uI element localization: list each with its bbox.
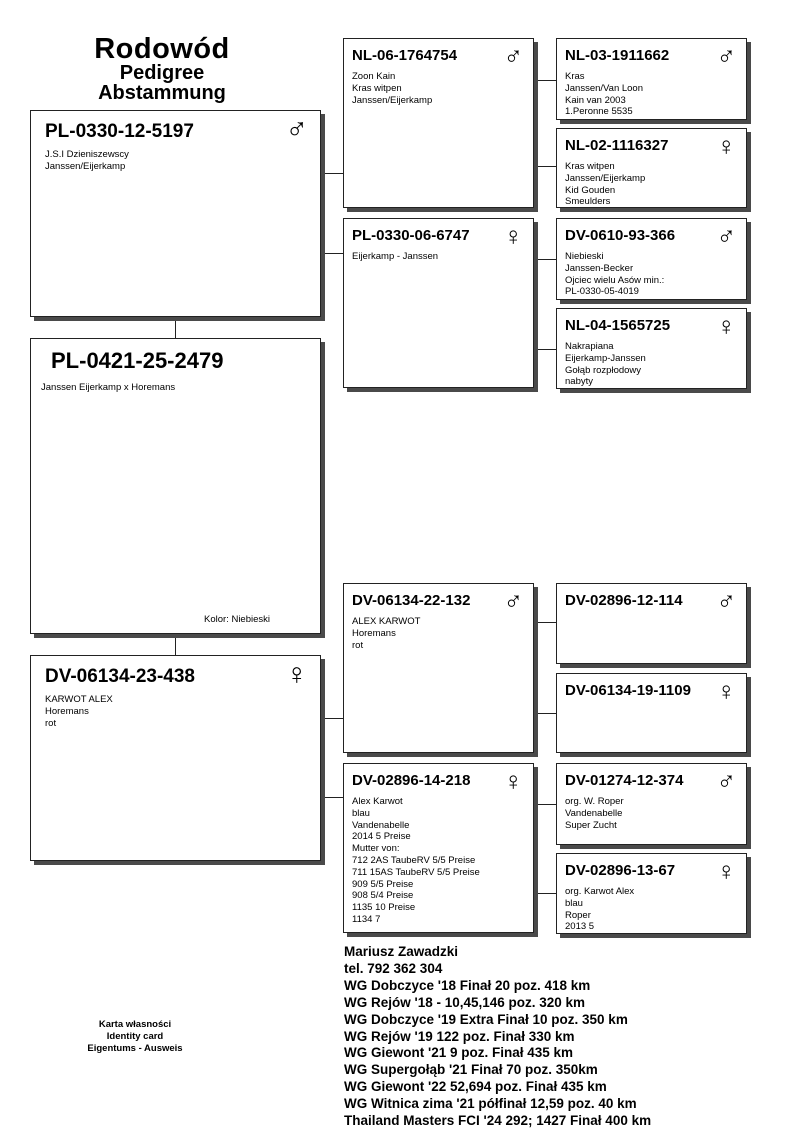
pedigree-box-maternal-grandfather (343, 583, 534, 753)
detail-line: Ojciec wielu Asów min.: (565, 274, 665, 286)
pedigree-title (82, 34, 242, 103)
female-symbol-icon: ♀ (285, 658, 308, 691)
male-symbol-icon: ♂ (716, 221, 736, 251)
ring-number: PL-0421-25-2479 (51, 348, 224, 373)
detail-line: Eijerkamp-Janssen (565, 352, 646, 364)
detail-line: 1135 10 Preise (352, 902, 416, 914)
ring-number: DV-0610-93-366 (565, 227, 676, 244)
detail-line: 711 15AS TaubeRV 5/5 Preise (352, 866, 480, 878)
pedigree-box-paternal-grandfather (343, 38, 534, 208)
connector (321, 173, 343, 174)
ring-number: NL-06-1764754 (352, 47, 458, 64)
female-symbol-icon: ♀ (716, 131, 736, 161)
ring-number: DV-02896-12-114 (565, 592, 683, 609)
ring-number: DV-02896-14-218 (352, 772, 471, 789)
detail-line: Vandenabelle (565, 807, 623, 819)
bird-details (352, 616, 420, 651)
achievement-line: WG Dobczyce '19 Extra Finał 10 poz. 350 km (344, 1011, 628, 1027)
pedigree-box-ff-father (556, 38, 747, 120)
detail-line: PL-0330-05-4019 (565, 286, 639, 298)
pedigree-box-fm-mother (556, 308, 747, 389)
female-symbol-icon: ♀ (503, 766, 523, 796)
pedigree-box-subject (30, 338, 321, 634)
identity-card-label (60, 1019, 210, 1055)
connector (321, 253, 343, 254)
detail-line: Janssen-Becker (565, 262, 634, 274)
connector (534, 259, 556, 260)
detail-line: 2014 5 Preise (352, 831, 411, 843)
ring-number: DV-06134-19-1109 (565, 682, 691, 699)
detail-line: 909 5/5 Preise (352, 878, 414, 890)
pedigree-box-mm-mother (556, 853, 747, 934)
ring-number: NL-04-1565725 (565, 317, 671, 334)
identity-card-line: Karta własności (98, 1019, 172, 1030)
bird-details (45, 694, 113, 729)
detail-line: Janssen/Eijerkamp (352, 94, 433, 106)
detail-line: Janssen Eijerkamp x Horemans (41, 382, 176, 393)
connector (321, 718, 343, 719)
connector (534, 80, 556, 81)
ring-number: NL-02-1116327 (565, 137, 669, 154)
detail-line: Vandenabelle (352, 819, 410, 831)
ring-number: DV-01274-12-374 (565, 772, 684, 789)
bird-details (352, 796, 480, 926)
pedigree-box-mm-father (556, 763, 747, 845)
detail-line: J.S.I Dzieniszewscy (45, 149, 129, 160)
ring-number: NL-03-1911662 (565, 47, 670, 64)
detail-line: Horemans (352, 627, 396, 639)
achievement-line: WG Dobczyce '18 Finał 20 poz. 418 km (344, 977, 591, 993)
connector (175, 634, 176, 655)
connector (175, 317, 176, 338)
detail-line: nabyty (565, 376, 593, 388)
bird-details (565, 886, 634, 933)
female-symbol-icon: ♀ (503, 221, 523, 251)
detail-line: KARWOT ALEX (45, 694, 113, 705)
owner-info (344, 944, 651, 1130)
title-english: Pedigree (119, 62, 205, 84)
ring-number: DV-06134-23-438 (45, 666, 195, 687)
detail-line: Alex Karwot (352, 796, 403, 807)
connector (534, 804, 556, 805)
detail-line: Nakrapiana (565, 341, 614, 352)
male-symbol-icon: ♂ (503, 41, 523, 71)
male-symbol-icon: ♂ (285, 113, 308, 146)
owner-name: Mariusz Zawadzki (344, 944, 459, 959)
bird-details (565, 341, 646, 388)
pedigree-box-fm-father (556, 218, 747, 300)
detail-line: Smeulders (565, 196, 611, 208)
detail-line: blau (352, 807, 370, 819)
ring-number: PL-0330-12-5197 (45, 121, 194, 142)
bird-details (352, 251, 438, 263)
detail-line: Kid Gouden (565, 184, 616, 196)
detail-line: 1.Peronne 5535 (565, 106, 633, 118)
achievement-line: WG Witnica zima '21 półfinał 12,59 poz. 40 km (344, 1096, 637, 1112)
achievement-line: WG Giewont '22 52,694 poz. Finał 435 km (344, 1079, 607, 1095)
detail-line: Kras witpen (352, 82, 402, 94)
bird-details (565, 251, 664, 298)
ring-number: DV-06134-22-132 (352, 592, 471, 609)
detail-line: blau (565, 897, 583, 909)
detail-line: org. W. Roper (565, 796, 624, 807)
detail-line: Kras (565, 71, 585, 82)
male-symbol-icon: ♂ (716, 41, 736, 71)
connector (534, 622, 556, 623)
detail-line: Zoon Kain (352, 71, 396, 82)
detail-line: Super Zucht (565, 819, 617, 831)
achievement-line: Thailand Masters FCI '24 292; 1427 Finał 400 km (344, 1113, 652, 1129)
ring-number: PL-0330-06-6747 (352, 227, 470, 244)
connector (534, 713, 556, 714)
detail-line: rot (352, 639, 364, 651)
detail-line: Janssen/Eijerkamp (45, 160, 126, 172)
pedigree-box-mf-mother (556, 673, 747, 753)
detail-line: Horemans (45, 705, 89, 717)
detail-line: 908 5/4 Preise (352, 890, 414, 902)
achievement-line: WG Rejów '18 - 10,45,146 poz. 320 km (344, 994, 586, 1010)
pedigree-box-paternal-grandmother (343, 218, 534, 388)
achievement-line: WG Supergołąb '21 Finał 70 poz. 350km (344, 1062, 598, 1078)
female-symbol-icon: ♀ (716, 311, 736, 341)
pedigree-box-mother (30, 655, 321, 861)
bird-details (41, 382, 175, 394)
title-german: Abstammung (98, 82, 226, 104)
bird-details (565, 71, 643, 118)
detail-line: Mutter von: (352, 843, 400, 855)
pedigree-box-ff-mother (556, 128, 747, 208)
pedigree-box-maternal-grandmother (343, 763, 534, 933)
male-symbol-icon: ♂ (503, 586, 523, 616)
pedigree-box-father (30, 110, 321, 317)
identity-card-line: Identity card (106, 1031, 164, 1042)
bird-details (45, 149, 129, 173)
detail-line: rot (45, 717, 57, 729)
achievement-line: WG Giewont '21 9 poz. Finał 435 km (344, 1045, 574, 1061)
connector (534, 349, 556, 350)
female-symbol-icon: ♀ (716, 856, 736, 886)
detail-line: Eijerkamp - Janssen (352, 251, 439, 262)
detail-line: Gołąb rozpłodowy (565, 364, 642, 376)
title-polish: Rodowód (94, 33, 230, 65)
male-symbol-icon: ♂ (716, 586, 736, 616)
bird-details (565, 161, 645, 208)
detail-line: org. Karwot Alex (565, 886, 635, 897)
detail-line: 712 2AS TaubeRV 5/5 Preise (352, 854, 476, 866)
achievement-line: WG Rejów '19 122 poz. Finał 330 km (344, 1028, 575, 1044)
owner-phone: tel. 792 362 304 (344, 960, 443, 976)
detail-line: Kain van 2003 (565, 94, 626, 106)
color-label: Kolor: Niebieski (204, 614, 270, 625)
connector (534, 893, 556, 894)
bird-details (565, 796, 624, 831)
detail-line: 2013 5 (565, 921, 595, 933)
detail-line: Janssen/Eijerkamp (565, 172, 646, 184)
connector (534, 166, 556, 167)
bird-details (352, 71, 432, 106)
male-symbol-icon: ♂ (716, 766, 736, 796)
detail-line: Niebieski (565, 251, 604, 262)
connector (321, 797, 343, 798)
detail-line: ALEX KARWOT (352, 616, 421, 627)
pedigree-box-mf-father (556, 583, 747, 664)
detail-line: 1134 7 (352, 913, 381, 925)
detail-line: Roper (565, 909, 591, 921)
ring-number: DV-02896-13-67 (565, 862, 676, 879)
female-symbol-icon: ♀ (716, 676, 736, 706)
detail-line: Kras witpen (565, 161, 615, 172)
detail-line: Janssen/Van Loon (565, 82, 643, 94)
identity-card-line: Eigentums - Ausweis (87, 1043, 183, 1054)
